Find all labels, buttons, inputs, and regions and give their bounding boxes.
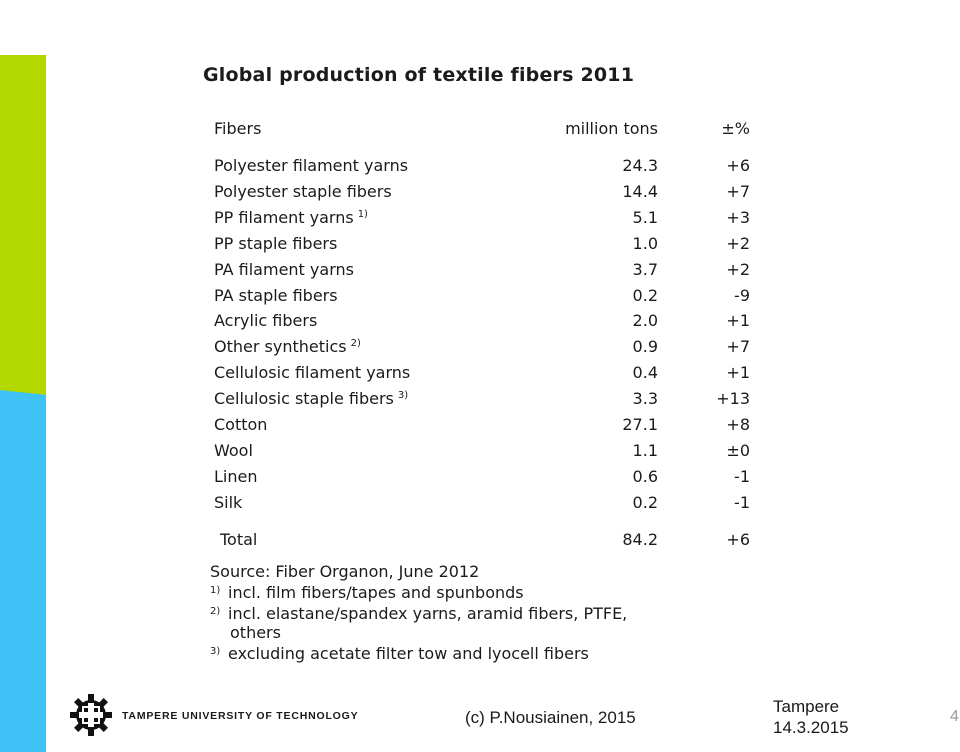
table-row (190, 415, 780, 439)
footnote-1-text: incl. film fibers/tapes and spunbonds (228, 583, 524, 602)
change-percent: +13 (716, 389, 750, 409)
change-percent: +8 (726, 415, 750, 434)
university-name: TAMPERE UNIVERSITY OF TECHNOLOGY (122, 710, 359, 722)
change-percent: +2 (726, 233, 750, 253)
million-tons-value: 0.9 (632, 337, 658, 357)
table-header (190, 119, 780, 143)
university-logo-icon (68, 692, 114, 738)
fiber-name-cell (214, 389, 408, 408)
million-tons-value: 0.6 (632, 466, 658, 486)
footnote-2 (210, 602, 627, 623)
million-tons-value: 0.2 (632, 285, 658, 305)
total-value: 84.2 (622, 530, 658, 549)
footnote-3-mark: 3) (210, 646, 221, 657)
slide-title: Global production of textile fibers 2011 (203, 64, 635, 86)
fiber-name-cell (214, 208, 368, 227)
million-tons-value: 27.1 (622, 415, 658, 434)
fiber-name-cell (214, 337, 361, 356)
side-accent-green (0, 55, 46, 400)
fiber-name: PP filament yarns (214, 207, 354, 227)
total-label: Total (220, 530, 258, 549)
footnote-1-mark: 1) (210, 585, 221, 596)
page-number: 4 (950, 708, 959, 725)
fiber-name: Silk (214, 492, 243, 512)
fiber-name: Linen (214, 466, 258, 486)
change-percent: -1 (734, 492, 750, 512)
table-row (190, 311, 780, 335)
footer-date: 14.3.2015 (773, 718, 849, 737)
fiber-name: PA staple fibers (214, 285, 338, 305)
fiber-name: Acrylic fibers (214, 311, 318, 331)
fiber-name: Cotton (214, 415, 268, 434)
million-tons-value: 1.0 (632, 233, 658, 253)
million-tons-value: 24.3 (622, 156, 658, 175)
change-percent: +1 (726, 363, 750, 383)
footnote-marker: 1) (357, 208, 368, 220)
slide-content (190, 58, 780, 668)
fiber-name: Polyester staple fibers (214, 181, 392, 201)
million-tons-value: 3.3 (632, 389, 658, 409)
million-tons-value: 5.1 (632, 207, 658, 227)
million-tons-value: 0.4 (632, 363, 658, 383)
table-row (190, 363, 780, 387)
footnote-marker: 2) (350, 338, 361, 350)
fiber-name: Polyester filament yarns (214, 156, 409, 175)
million-tons-value: 3.7 (632, 259, 658, 279)
change-percent: -1 (734, 466, 750, 486)
million-tons-value: 2.0 (632, 311, 658, 331)
footnote-marker: 3) (397, 390, 409, 402)
fiber-name: Other synthetics (214, 337, 347, 357)
table-row (190, 337, 780, 361)
change-percent: ±0 (726, 440, 750, 460)
change-percent: +6 (726, 156, 750, 175)
change-percent: +7 (726, 181, 750, 201)
copyright-credit: (c) P.Nousiainen, 2015 (465, 708, 636, 727)
table-row (190, 234, 780, 258)
fiber-name: PP staple fibers (214, 233, 338, 253)
footnote-3-text: excluding acetate filter tow and lyocell fibers (228, 644, 589, 663)
change-percent: -9 (734, 285, 750, 305)
header-million-tons: million tons (565, 119, 658, 138)
fiber-name: PA filament yarns (214, 259, 354, 279)
source-note: Source: Fiber Organon, June 2012 (210, 562, 480, 581)
fiber-name: Wool (214, 440, 253, 460)
footnote-2-mark: 2) (210, 606, 221, 617)
fiber-name: Cellulosic filament yarns (214, 363, 411, 383)
footer-place: Tampere (773, 697, 840, 716)
million-tons-value: 14.4 (622, 181, 658, 201)
footnote-2-cont: others (230, 623, 281, 642)
table-row (190, 441, 780, 465)
table-row (190, 286, 780, 310)
side-accent-blue (0, 395, 46, 752)
table-row (190, 260, 780, 284)
footnote-3 (210, 642, 627, 663)
footnote-2-text: incl. elastane/spandex yarns, aramid fibers, PTFE, (228, 604, 628, 623)
table-row (190, 182, 780, 206)
million-tons-value: 0.2 (632, 492, 658, 512)
total-change: +6 (726, 530, 750, 549)
table-row (190, 156, 780, 180)
footnotes (210, 562, 627, 663)
table-row (190, 389, 780, 413)
footer-place-date (773, 696, 849, 738)
fiber-name: Cellulosic staple fibers (214, 389, 394, 409)
change-percent: +7 (726, 337, 750, 357)
change-percent: +3 (726, 207, 750, 227)
table-row (190, 493, 780, 517)
footnote-1 (210, 581, 627, 602)
total-row (190, 530, 780, 554)
table-row (190, 208, 780, 232)
change-percent: +1 (726, 311, 750, 331)
header-change: ±% (721, 119, 750, 138)
change-percent: +2 (726, 259, 750, 279)
million-tons-value: 1.1 (632, 440, 658, 460)
table-row (190, 467, 780, 491)
header-fibers: Fibers (214, 119, 262, 138)
